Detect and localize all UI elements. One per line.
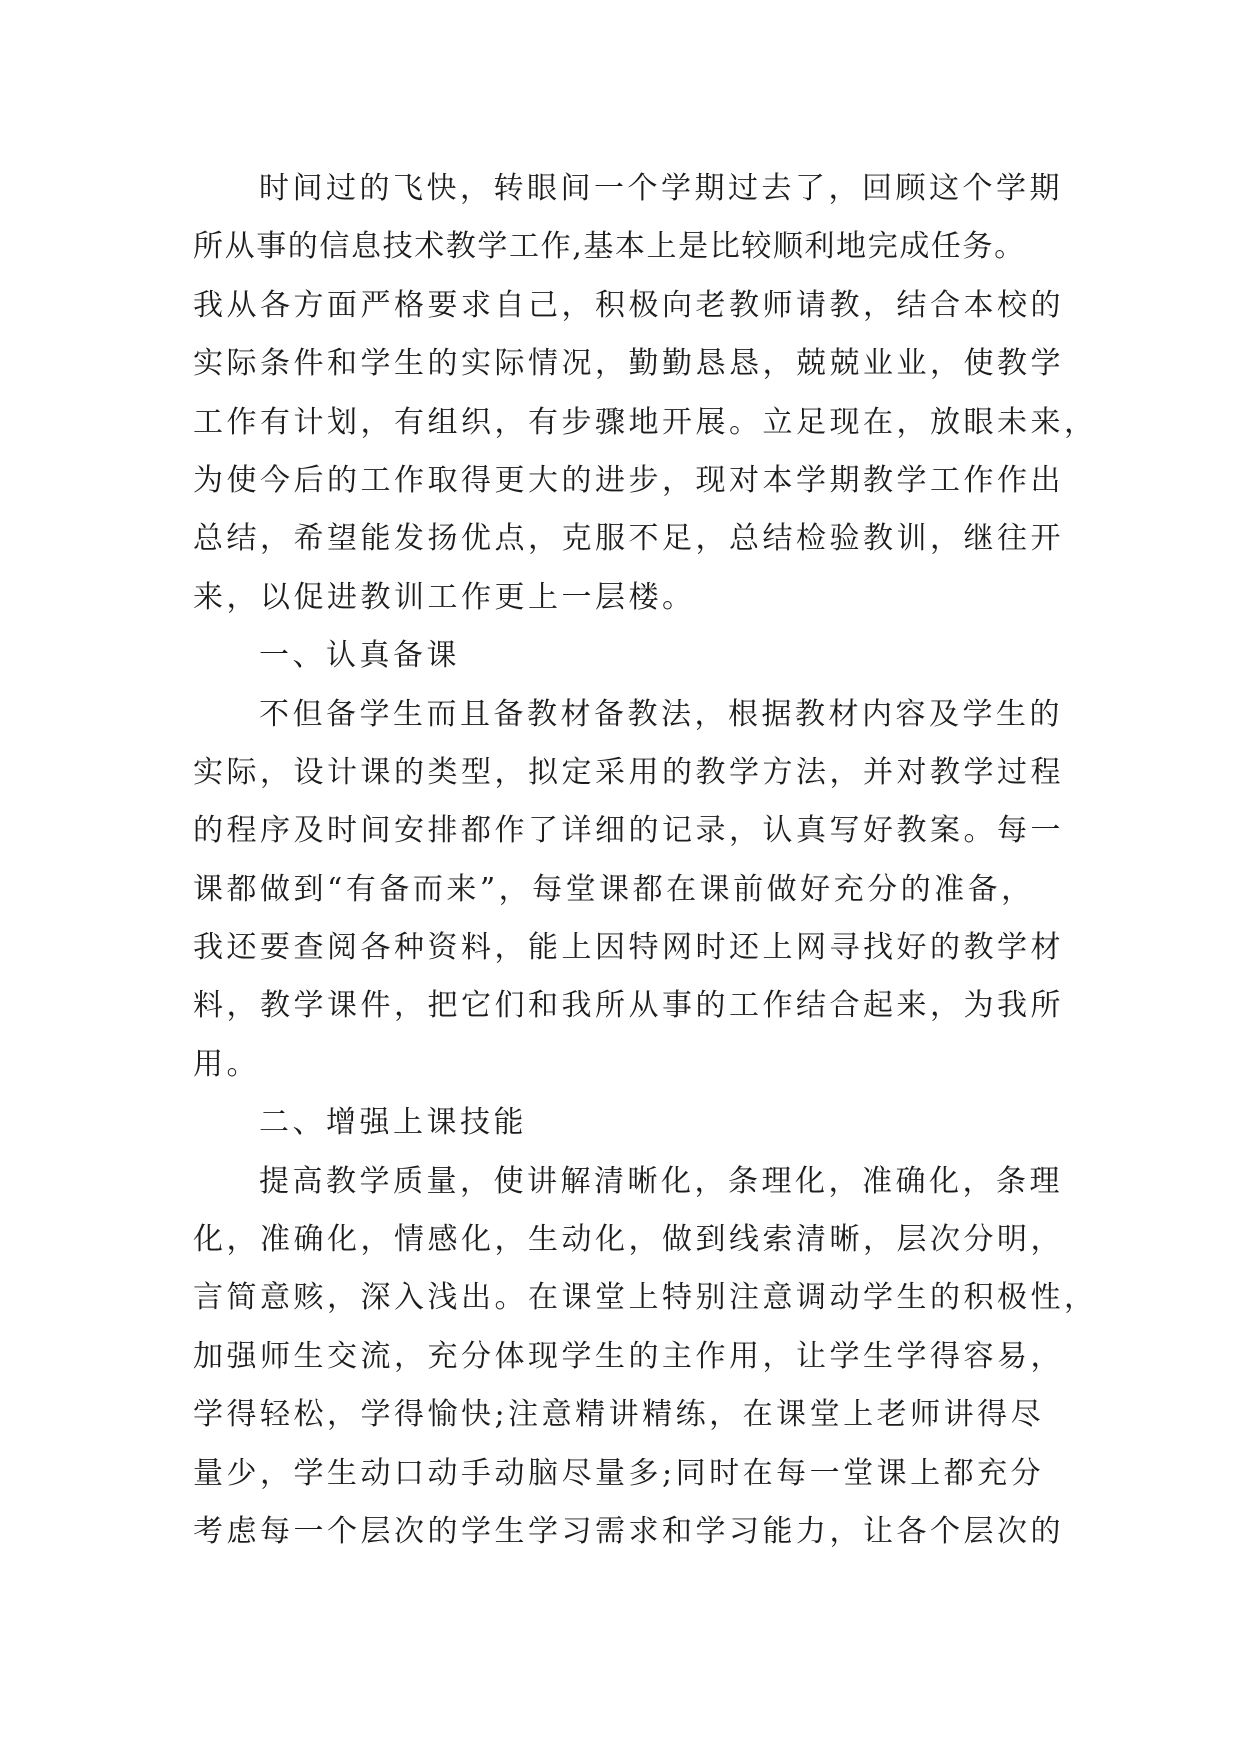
- paragraph-line: 不但备学生而且备教材备教法，根据教材内容及学生的: [259, 696, 1063, 732]
- paragraph-line: 的程序及时间安排都作了详细的记录，认真写好教案。每一: [193, 813, 1064, 849]
- paragraph-line: 为使今后的工作取得更大的进步，现对本学期教学工作作出: [193, 462, 1064, 498]
- paragraph-line: 所从事的信息技术教学工作,基本上是比较顺利地完成任务。: [193, 229, 1026, 265]
- paragraph-line: 来，以促进教训工作更上一层楼。: [193, 579, 696, 615]
- paragraph-line: 加强师生交流，充分体现学生的主作用，让学生学得容易，: [193, 1338, 1064, 1374]
- paragraph-line: 化，准确化，情感化，生动化，做到线索清晰，层次分明，: [193, 1222, 1064, 1258]
- paragraph-line: 课都做到“有备而来”，每堂课都在课前做好充分的准备，: [193, 871, 1035, 907]
- paragraph-line: 用。: [193, 1046, 260, 1082]
- paragraph-line: 提高教学质量，使讲解清晰化，条理化，准确化，条理: [259, 1163, 1063, 1199]
- paragraph-line: 量少，学生动口动手动脑尽量多;同时在每一堂课上都充分: [193, 1455, 1045, 1491]
- paragraph-line: 我从各方面严格要求自己，积极向老教师请教，结合本校的: [193, 287, 1064, 323]
- document-body: [193, 160, 1098, 1561]
- paragraph-line: 我还要查阅各种资料，能上因特网时还上网寻找好的教学材: [193, 930, 1064, 966]
- paragraph-line: 言简意赅，深入浅出。在课堂上特别注意调动学生的积极性，: [193, 1280, 1098, 1316]
- paragraph-line: 实际条件和学生的实际情况，勤勤恳恳，兢兢业业，使教学: [193, 346, 1064, 382]
- paragraph-line: 工作有计划，有组织，有步骤地开展。立足现在，放眼未来，: [193, 404, 1098, 440]
- paragraph-line: 学得轻松，学得愉快;注意精讲精练，在课堂上老师讲得尽: [193, 1397, 1045, 1433]
- paragraph-line: 时间过的飞快，转眼间一个学期过去了，回顾这个学期: [259, 171, 1063, 206]
- paragraph-line: 考虑每一个层次的学生学习需求和学习能力，让各个层次的: [193, 1513, 1064, 1549]
- section-heading: 二、增强上课技能: [259, 1105, 527, 1141]
- paragraph-line: 总结，希望能发扬优点，克服不足，总结检验教训，继往开: [193, 521, 1064, 557]
- section-heading: 一、认真备课: [259, 638, 460, 674]
- paragraph-line: 实际，设计课的类型，拟定采用的教学方法，并对教学过程: [193, 754, 1064, 790]
- paragraph-line: 料，教学课件，把它们和我所从事的工作结合起来，为我所: [193, 988, 1064, 1024]
